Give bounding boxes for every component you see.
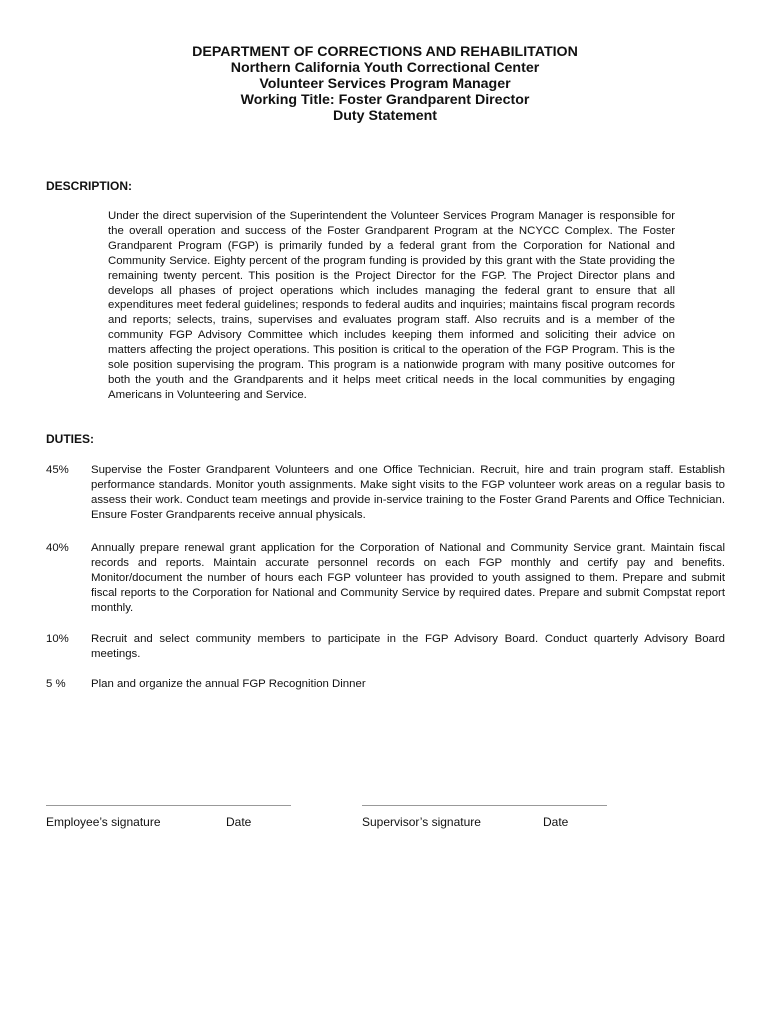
duty-text: Annually prepare renewal grant application for the Corporation of National and Community Service grant. Maintain fiscal records and reports. Maintain accurate personnel records on each FGP monthly and certify pay and benefits. Monitor/document the number of hours each FGP volunteer has provided to youth assigned to them. Prepare and submit fiscal reports to the Corporation for National and Community Service by required dates. Prepare and submit Compstat report monthly. (91, 542, 725, 614)
duty-percent: 5 % (46, 678, 66, 690)
position-title: Volunteer Services Program Manager (259, 76, 511, 92)
employee-date-label: Date (226, 815, 252, 829)
duty-percent: 10% (46, 633, 69, 645)
duties-heading: DUTIES: (46, 432, 94, 446)
description-heading: DESCRIPTION: (46, 179, 133, 193)
document-type: Duty Statement (332, 108, 438, 124)
working-title: Working Title: Foster Grandparent Director (240, 92, 530, 108)
duty-text: Plan and organize the annual FGP Recognition Dinner (91, 678, 366, 690)
department-title: DEPARTMENT OF CORRECTIONS AND REHABILITATION (192, 44, 578, 60)
document-header (0, 44, 770, 124)
duty-percent: 40% (46, 542, 69, 554)
supervisor-signature-line (362, 805, 607, 806)
supervisor-date-label: Date (543, 815, 569, 829)
employee-signature-label: Employee’s signature (46, 815, 161, 829)
duty-percent: 45% (46, 464, 69, 476)
employee-signature-line (46, 805, 291, 806)
description-paragraph: Under the direct supervision of the Superintendent the Volunteer Services Program Manager is responsible for the overall operation and success of the Foster Grandparent Program at the NCYCC Complex. The Foster Grandparent Program (FGP) is primarily funded by a federal grant from the Corporation for National and Community Service. Eighty percent of the program funding is provided by this grant with the State providing the remaining twenty percent. This position is the Project Director for the FGP. The Project Director plans and develops all phases of project operations which includes managing the federal grant to ensure that all expenditures meet federal guidelines; responds to federal audits and inquiries; maintains fiscal program records and reports; selects, trains, supervises and evaluates program staff. Also recruits and is a member of the community FGP Advisory Committee which includes keeping them informed and soliciting their advice on matters affecting the project operations. This position is critical to the operation of the FGP Program. This is the sole position supervising the program. This program is a nationwide program with many positive outcomes for both the youth and the Grandparents and it helps meet critical needs in the local communities by engaging Americans in Volunteering and Service. (108, 210, 675, 401)
supervisor-signature-label: Supervisor’s signature (362, 815, 481, 829)
duty-text: Recruit and select community members to participate in the FGP Advisory Board. Conduct quarterly Advisory Board meetings. (91, 633, 725, 660)
duty-text: Supervise the Foster Grandparent Volunteers and one Office Technician. Recruit, hire and train program staff. Establish performance standards. Monitor youth assignments. Make sight visits to the FGP volunteer work areas on a regular basis to assess their work. Conduct team meetings and provide in-service training to the Foster Grand Parents and Office Technician. Ensure Foster Grandparents receive annual physicals. (91, 464, 725, 521)
facility-name: Northern California Youth Correctional Center (230, 60, 540, 76)
